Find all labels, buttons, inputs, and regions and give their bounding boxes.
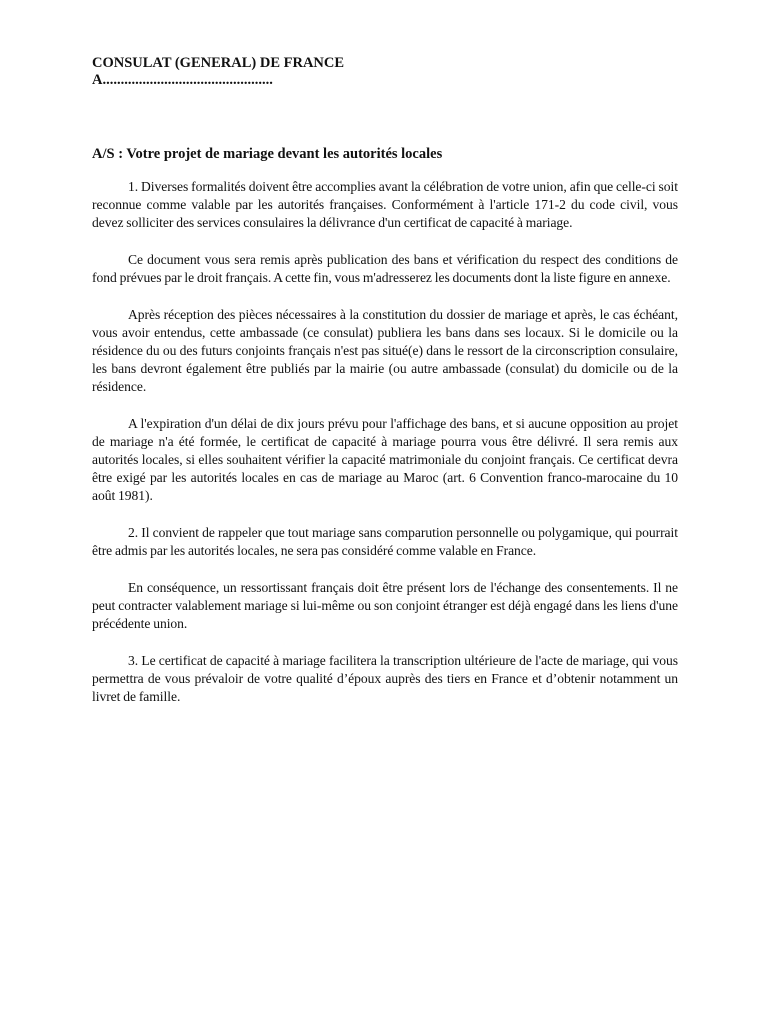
paragraph-7: 3. Le certificat de capacité à mariage facilitera la transcription ultérieure de l'acte de mariage, qui vous permettra de vous prévaloir de votre qualité d’époux auprès des tiers en France et d’obtenir notamment un livret de famille. bbox=[92, 653, 678, 704]
paragraph-1: 1. Diverses formalités doivent être accomplies avant la célébration de votre union, afin que celle-ci soit reconnue comme valable par les autorités françaises. Conformément à l'article 171-2 du code civil, vous devez solliciter des services consulaires la délivrance d'un certificat de capacité à mariage. bbox=[92, 179, 678, 230]
paragraph-4: A l'expiration d'un délai de dix jours prévu pour l'affichage des bans, et si aucune opposition au projet de mariage n'a été formée, le certificat de capacité à mariage pourra vous être délivré. Il sera remis aux autorités locales, si elles souhaitent vérifier la capacité matrimoniale du conjoint français. Ce certificat devra être exigé par les autorités locales en cas de mariage au Maroc (art. 6 Convention franco-marocaine du 10 août 1981). bbox=[92, 416, 678, 503]
paragraph-2: Ce document vous sera remis après publication des bans et vérification du respect des conditions de fond prévues par le droit français. A cette fin, vous m'adresserez les documents dont la liste figure en annexe. bbox=[92, 252, 678, 285]
paragraph-3: Après réception des pièces nécessaires à la constitution du dossier de mariage et après, le cas échéant, vous avoir entendus, cette ambassade (ce consulat) publiera les bans dans ses locaux. Si le domicile ou la résidence du ou des futurs conjoints français n'est pas situé(e) dans le ressort de la circonscription consulaire, les bans devront également être publiés par la mairie (ou autre ambassade (consulat) du domicile ou de la résidence. bbox=[92, 307, 678, 394]
paragraph-6: En conséquence, un ressortissant français doit être présent lors de l'échange des consentements. Il ne peut contracter valablement mariage si lui-même ou son conjoint étranger est déjà engagé dans les liens d'une précédente union. bbox=[92, 580, 678, 631]
address-placeholder: A............................................... bbox=[92, 72, 273, 88]
letter-body bbox=[92, 178, 678, 725]
letter-header bbox=[92, 55, 692, 89]
paragraph-5: 2. Il convient de rappeler que tout mariage sans comparution personnelle ou polygamique, qui pourrait être admis par les autorités locales, ne sera pas considéré comme valable en France. bbox=[92, 525, 678, 558]
subject-line: A/S : Votre projet de mariage devant les autorités locales bbox=[92, 146, 443, 162]
consulate-title: CONSULAT (GENERAL) DE FRANCE bbox=[92, 55, 345, 71]
